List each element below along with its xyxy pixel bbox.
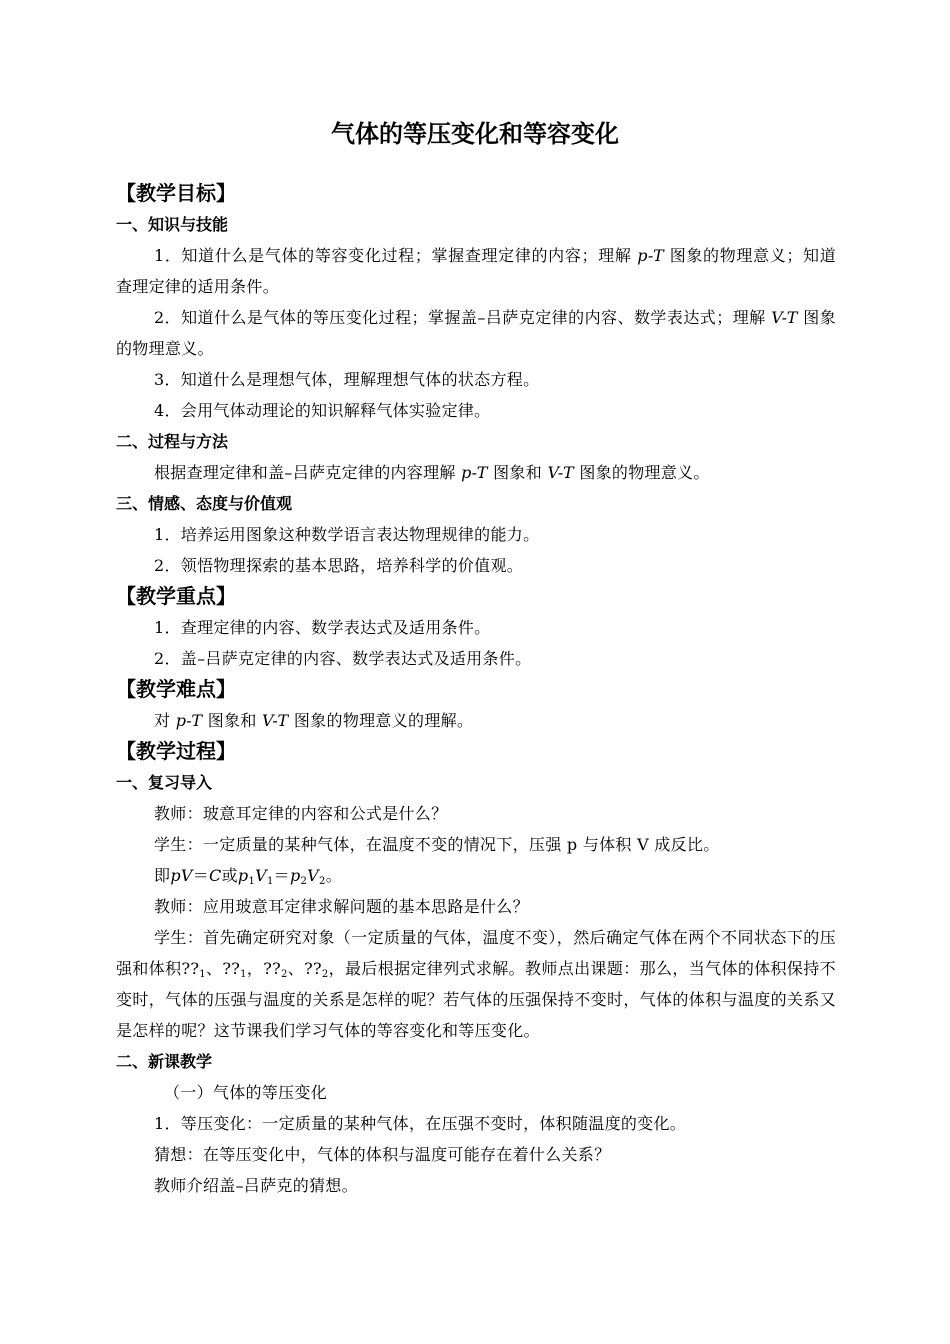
paragraph-isobaric-def: 1．等压变化：一定质量的某种气体，在压强不变时，体积随温度的变化。 bbox=[154, 1114, 687, 1133]
text: ＝ bbox=[273, 866, 290, 885]
paragraph-objective-4: 4．会用气体动理论的知识解释气体实验定律。 bbox=[154, 401, 491, 420]
subscript: 2 bbox=[319, 876, 326, 887]
paragraph-formula bbox=[116, 860, 836, 891]
text: 、 bbox=[205, 959, 223, 978]
section-heading-key-points: 【教学重点】 bbox=[116, 584, 236, 608]
garbled-symbol: ?? bbox=[181, 959, 200, 978]
text: ， bbox=[246, 959, 264, 978]
subscript: 2 bbox=[281, 969, 288, 980]
text: 图象的物理意义。 bbox=[573, 463, 710, 482]
math-pv: pV bbox=[170, 866, 193, 885]
paragraph-student-a1: 学生：一定质量的某种气体，在温度不变的情况下，压强 p 与体积 V 成反比。 bbox=[154, 835, 720, 854]
text: 或 bbox=[221, 866, 238, 885]
math-v: V bbox=[307, 866, 320, 885]
text: 。 bbox=[325, 866, 343, 885]
paragraph-objective-3: 3．知道什么是理想气体，理解理想气体的状态方程。 bbox=[154, 370, 540, 389]
math-vt: V-T bbox=[262, 711, 289, 730]
math-p: p bbox=[289, 866, 301, 885]
math-vt: V-T bbox=[771, 308, 798, 327]
text: 图象和 bbox=[487, 463, 548, 482]
math-p: p bbox=[237, 866, 249, 885]
garbled-symbol: ?? bbox=[263, 959, 281, 978]
subheading-knowledge-skills: 一、知识与技能 bbox=[116, 215, 229, 234]
math-pt: p-T bbox=[637, 246, 664, 265]
math-pt: p-T bbox=[461, 463, 488, 482]
subscript: 1 bbox=[266, 876, 274, 887]
subscript: 1 bbox=[199, 969, 206, 980]
text: ，最后根据定律列式求解。教师点出课题：那么，当气体的体积保持不变时，气体的压强与温度的关系是怎样的呢？若气体的压强保持不变时，气体的体积与温度的关系又是怎样的呢？这节课我们学习气体的等容变化和等压变化。 bbox=[116, 959, 836, 1040]
text: 图象的物理意义的理解。 bbox=[288, 711, 474, 730]
text: ＝ bbox=[192, 866, 210, 885]
paragraph-key-2: 2．盖–吕萨克定律的内容、数学表达式及适用条件。 bbox=[154, 649, 532, 668]
math-pt: p-T bbox=[175, 711, 203, 730]
subheading-new-lesson: 二、新课教学 bbox=[116, 1052, 213, 1071]
text: 对 bbox=[154, 711, 176, 730]
math-c: C bbox=[209, 866, 222, 885]
math-vt: V-T bbox=[547, 463, 574, 482]
paragraph-difficulty bbox=[116, 705, 836, 736]
text: 图象和 bbox=[202, 711, 263, 730]
document-body bbox=[116, 178, 836, 1201]
paragraph-key-1: 1．查理定律的内容、数学表达式及适用条件。 bbox=[154, 618, 491, 637]
subscript: 1 bbox=[248, 876, 256, 887]
text: 、 bbox=[287, 959, 305, 978]
text: 1．知道什么是气体的等容变化过程；掌握查理定律的内容；理解 bbox=[154, 246, 638, 265]
paragraph-objective-2 bbox=[116, 302, 836, 364]
text: 2．知道什么是气体的等压变化过程；掌握盖–吕萨克定律的内容、数学表达式；理解 bbox=[154, 308, 772, 327]
paragraph-teacher-q2: 教师：应用玻意耳定律求解问题的基本思路是什么？ bbox=[154, 897, 529, 916]
paragraph-conjecture: 猜想：在等压变化中，气体的体积与温度可能存在着什么关系？ bbox=[154, 1145, 611, 1164]
paragraph-values-1: 1．培养运用图象这种数学语言表达物理规律的能力。 bbox=[154, 525, 540, 544]
text: 学生：首先确定研究对象（一定质量的气体，温度不变），然后确定气体在两个不同状态下的压强和体积 bbox=[116, 928, 836, 978]
paragraph-student-a2 bbox=[116, 922, 836, 1046]
subscript: 1 bbox=[240, 969, 247, 980]
paragraph-process bbox=[116, 457, 836, 488]
subheading-emotion-values: 三、情感、态度与价值观 bbox=[116, 494, 293, 513]
subscript: 2 bbox=[321, 969, 329, 980]
paragraph-values-2: 2．领悟物理探索的基本思路，培养科学的价值观。 bbox=[154, 556, 524, 575]
text: 图象的物理意义。 bbox=[116, 308, 836, 358]
subheading-review-intro: 一、复习导入 bbox=[116, 773, 213, 792]
garbled-symbol: ?? bbox=[222, 959, 241, 978]
subscript: 2 bbox=[300, 876, 308, 887]
garbled-symbol: ?? bbox=[304, 959, 322, 978]
document-title: 气体的等压变化和等容变化 bbox=[331, 120, 619, 148]
text: 图象的物理意义；知道查理定律的适用条件。 bbox=[116, 246, 836, 296]
section-heading-objectives: 【教学目标】 bbox=[116, 181, 236, 205]
paragraph-objective-1 bbox=[116, 240, 836, 302]
math-v: V bbox=[255, 866, 267, 885]
paragraph-isobaric-title: （一）气体的等压变化 bbox=[164, 1083, 328, 1102]
paragraph-teacher-q1: 教师：玻意耳定律的内容和公式是什么？ bbox=[154, 804, 448, 823]
text: 根据查理定律和盖–吕萨克定律的内容理解 bbox=[154, 463, 462, 482]
subheading-process-method: 二、过程与方法 bbox=[116, 432, 229, 451]
text: 即 bbox=[154, 866, 171, 885]
section-heading-difficulties: 【教学难点】 bbox=[116, 677, 236, 701]
paragraph-gay-lussac: 教师介绍盖–吕萨克的猜想。 bbox=[154, 1176, 358, 1195]
section-heading-teaching-process: 【教学过程】 bbox=[116, 739, 236, 763]
